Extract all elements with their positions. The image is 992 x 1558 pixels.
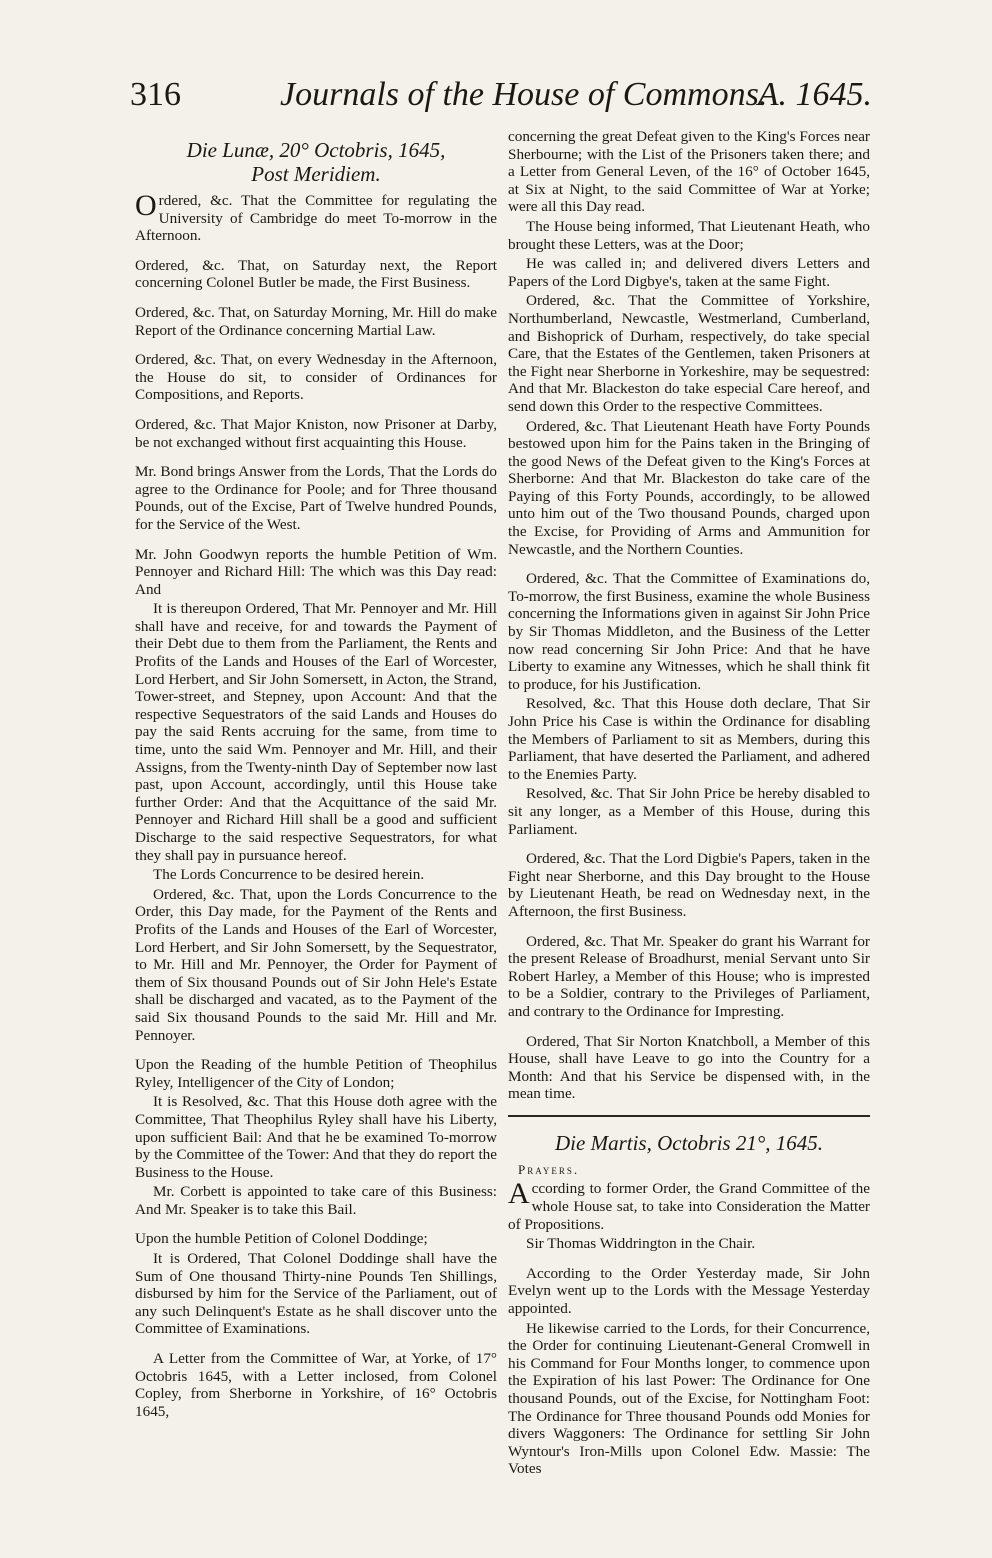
entry-paragraph: It is Resolved, &c. That this House doth agree with the Committee, That Theophilus Ryley shall have his Liberty, upon sufficient Bail: And that he be examined To-morrow by the Committee of the Tower: And that they do report the Business to the House. <box>135 1093 497 1181</box>
left-column <box>135 128 497 1422</box>
entry-paragraph: A Letter from the Committee of War, at Yorke, of 17° Octobris 1645, with a Letter inclosed, from Colonel Copley, from Sherborne in Yorkshire, of 16° Octobris 1645, <box>135 1350 497 1420</box>
entry-paragraph: It is thereupon Ordered, That Mr. Pennoyer and Mr. Hill shall have and receive, for and towards the Payment of their Debt due to them from the Parliament, the Rents and Profits of the Lands and Houses of the Earl of Worcester, Lord Herbert, and Sir John Somersett, in Acton, the Strand, Tower-street, and Stepney, upon Account: And that the respective Sequestrators of the said Lands and Houses do pay the said Rents accruing for the same, from time to time, unto the said Wm. Pennoyer and Mr. Hill, and their Assigns, from the Twenty-ninth Day of September now last past, upon Account, accordingly, until this House take further Order: And that the Acquittance of the said Mr. Pennoyer and Richard Hill shall be a good and sufficient Discharge to the said respective Sequestrators, for what they shall pay in pursuance hereof. <box>135 600 497 864</box>
entry-paragraph: The Lords Concurrence to be desired herein. <box>153 866 425 884</box>
entry-paragraph: Ordered, &c. That the Committee for regulating the University of Cambridge do meet To-morrow in the Afternoon. <box>135 189 497 245</box>
entry-paragraph: Ordered, &c. That, on Saturday next, the Report concerning Colonel Butler be made, the First Business. <box>135 256 497 292</box>
page-number: 316 <box>130 76 181 113</box>
running-header <box>130 72 872 132</box>
session-date: Die Lunæ, 20° Octobris, 1645, <box>186 138 446 162</box>
entry-paragraph: Ordered, That Sir Norton Knatchboll, a Member of this House, shall have Leave to go into the Country for a Month: And that his Service be dispensed with, in the mean time. <box>508 1032 870 1103</box>
entry-paragraph: Ordered, &c. That Lieutenant Heath have Forty Pounds bestowed upon him for the Pains taken in the Bringing of the good News of the Defeat given to the King's Forces at Sherborne: And that Mr. Blackeston do take care of the Paying of this Forty Pounds, accordingly, to be allowed unto him out of the Two thousand Pounds, charged upon the Excise, for Providing of Arms and Ammunition for Newcastle, and the Northern Counties. <box>508 417 870 558</box>
entry-paragraph: Ordered, &c. That Mr. Speaker do grant his Warrant for the present Release of Broadhurst, menial Servant unto Sir Robert Harley, a Member of this House; who is imprested to be a Soldier, contrary to the Privileges of Parliament, and contrary to the Ordinance for Impresting. <box>508 932 870 1020</box>
entry-paragraph: Mr. John Goodwyn reports the humble Petition of Wm. Pennoyer and Richard Hill: The which was this Day read: And <box>135 545 497 598</box>
right-column <box>508 128 870 1480</box>
entry-paragraph: Ordered, &c. That, on Saturday Morning, Mr. Hill do make Report of the Ordinance concerning Martial Law. <box>135 303 497 339</box>
entry-paragraph: According to former Order, the Grand Committee of the whole House sat, to take into Consideration the Matter of Propositions. <box>508 1177 870 1233</box>
entry-paragraph: Resolved, &c. That this House doth declare, That Sir John Price his Case is within the Ordinance for disabling the Members of Parliament to sit as Members, during this Parliament, that have deserted the Parliament, and adhered to the Enemies Party. <box>508 695 870 783</box>
running-title: Journals of the House of Commons. <box>280 76 768 113</box>
entry-paragraph: Mr. Bond brings Answer from the Lords, That the Lords do agree to the Ordinance for Poole; and for Three thousand Pounds, out of the Excise, Part of Twelve hundred Pounds, for the Service of the West. <box>135 463 497 533</box>
entry-paragraph: According to the Order Yesterday made, Sir John Evelyn went up to the Lords with the Message Yesterday appointed. <box>508 1264 870 1318</box>
entry-paragraph: Ordered, &c. That the Committee of Yorkshire, Northumberland, Newcastle, Westmerland, Cumberland, and Bishoprick of Durham, respectively, do take special Care, that the Estates of the Gentlemen, taken Prisoners at the Fight near Sherborne in Yorkeshire, may be sequestred: And that Mr. Blackeston do take especial Care hereof, and send down this Order to the respective Committees. <box>508 292 870 415</box>
entry-paragraph: Ordered, &c. That, upon the Lords Concurrence to the Order, this Day made, for the Payment of the Rents and Profits of the Lands and Houses of the Earl of Worcester, Lord Herbert, and Sir John Somersett, by the Sequestrator, to Mr. Hill and Mr. Pennoyer, the Order for Payment of them of Six thousand Pounds out of Sir John Hele's Estate shall be discharged and vacated, as to the Payment of the said Six thousand Pounds to the said Mr. Hill and Mr. Pennoyer. <box>135 885 497 1044</box>
entry-paragraph: Upon the humble Petition of Colonel Doddinge; <box>135 1230 428 1248</box>
header-year: A. 1645. <box>757 76 872 113</box>
entry-paragraph: It is Ordered, That Colonel Doddinge shall have the Sum of One thousand Thirty-nine Pounds Ten Shillings, disbursed by him for the Service of the Parliament, out of any such Delinquent's Estate as he shall discover unto the Committee of Examinations. <box>135 1250 497 1338</box>
entry-paragraph: Mr. Corbett is appointed to take care of this Business: And Mr. Speaker is to take this Bail. <box>135 1183 497 1218</box>
entry-paragraph: He was called in; and delivered divers Letters and Papers of the Lord Digbye's, taken at the same Fight. <box>508 255 870 290</box>
section-divider <box>508 1115 870 1117</box>
session-subheading: Post Meridiem. <box>251 162 381 186</box>
prayers-label: Prayers. <box>518 1161 580 1177</box>
entry-paragraph: He likewise carried to the Lords, for their Concurrence, the Order for continuing Lieutenant-General Cromwell in his Command for Four Months longer, to commence upon the Expiration of his last Power: The Ordinance for One thousand Pounds, out of the Excise, for Nottingham Foot: The Ordinance for Three thousand Pounds odd Monies for divers Waggoners: The Ordinance for settling Sir John Wyntour's Iron-Mills upon Colonel Edw. Massie: The Votes <box>508 1319 870 1478</box>
entry-paragraph: Ordered, &c. That the Committee of Examinations do, To-morrow, the first Business, examine the whole Business concerning the Informations given in against Sir John Price by Sir Thomas Middleton, and the Business of the Letter now read concerning Sir John Price: And that he have Liberty to examine any Witnesses, which he shall think fit to produce, for his Justification. <box>508 570 870 693</box>
entry-paragraph: Upon the Reading of the humble Petition of Theophilus Ryley, Intelligencer of the City of London; <box>135 1056 497 1091</box>
entry-paragraph: Ordered, &c. That the Lord Digbie's Papers, taken in the Fight near Sherborne, and this Day brought to the House by Lieutenant Heath, be read on Wednesday next, in the Afternoon, the first Business. <box>508 850 870 920</box>
entry-paragraph: concerning the great Defeat given to the King's Forces near Sherbourne; with the List of the Prisoners taken there; and a Letter from General Leven, of the 16° of October 1645, at Six at Night, to the said Committee of War at Yorke; were all this Day read. <box>508 128 870 216</box>
entry-paragraph: Ordered, &c. That Major Kniston, now Prisoner at Darby, be not exchanged without first acquainting this House. <box>135 415 497 451</box>
entry-paragraph: Sir Thomas Widdrington in the Chair. <box>526 1235 756 1253</box>
entry-paragraph: Ordered, &c. That, on every Wednesday in the Afternoon, the House do sit, to consider of Ordinances for Compositions, and Reports. <box>135 351 497 404</box>
session-heading <box>135 138 497 186</box>
entry-paragraph: The House being informed, That Lieutenant Heath, who brought these Letters, was at the Door; <box>508 217 870 253</box>
entry-paragraph: Resolved, &c. That Sir John Price be hereby disabled to sit any longer, as a Member of this House, during this Parliament. <box>508 785 870 838</box>
session-heading-2: Die Martis, Octobris 21°, 1645. <box>555 1130 823 1155</box>
